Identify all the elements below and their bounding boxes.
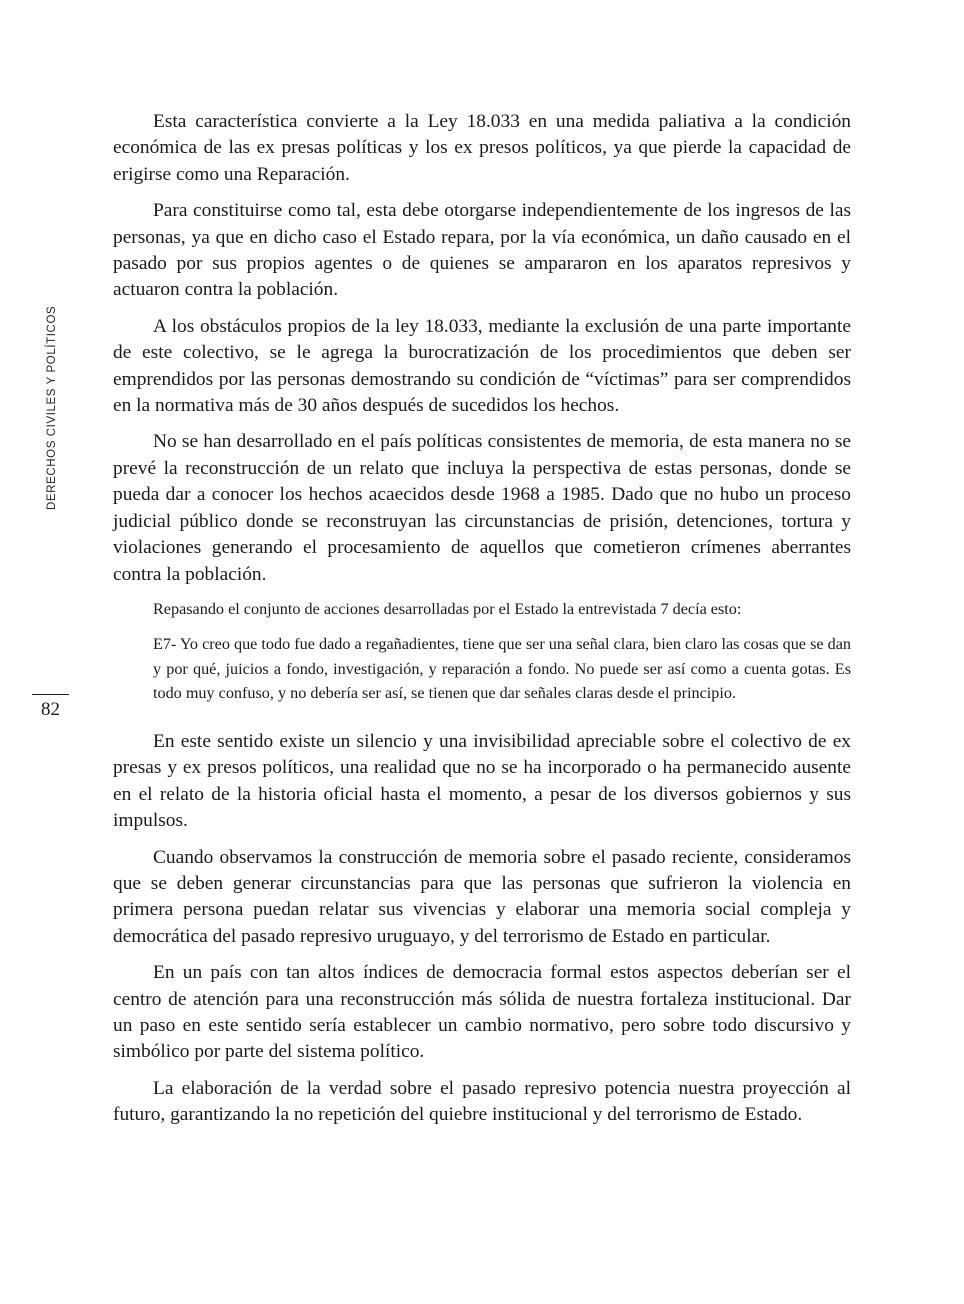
body-text bbox=[113, 109, 851, 1139]
paragraph: No se han desarrollado en el país políticas consistentes de memoria, de esta manera no se prevé la reconstrucción de un relato que incluya la perspectiva de estas personas, donde se pueda dar a conocer los hechos acaecidos desde 1968 a 1985. Dado que no hubo un proceso judicial público donde se reconstruyan las circunstancias de prisión, detenciones, tortura y violaciones generando el procesamiento de aquellos que cometieron crímenes aberrantes contra la población. bbox=[113, 431, 851, 585]
paragraph: A los obstáculos propios de la ley 18.033, mediante la exclusión de una parte importante de este colectivo, se le agrega la burocratización de los procedimientos que deben ser emprendidos por las personas demostrando su condición de “víctimas” para ser comprendidos en la normativa más de 30 años después de sucedidos los hechos. bbox=[113, 315, 851, 417]
running-header-vertical: DERECHOS CIVILES Y POLÍTICOS bbox=[46, 305, 58, 510]
page-number-rule bbox=[32, 694, 69, 695]
quote-intro: Repasando el conjunto de acciones desarrolladas por el Estado la entrevistada 7 decía esto: bbox=[153, 599, 742, 618]
paragraph: La elaboración de la verdad sobre el pasado represivo potencia nuestra proyección al futuro, garantizando la no repetición del quiebre institucional y del terrorismo de Estado. bbox=[113, 1077, 851, 1126]
paragraph: Para constituirse como tal, esta debe otorgarse independientemente de los ingresos de las personas, ya que en dicho caso el Estado repara, por la vía económica, un daño causado en el pasado por sus propios agentes o de quienes se ampararon en los aparatos represivos y actuaron contra la población. bbox=[113, 200, 851, 301]
paragraph: En un país con tan altos índices de democracia formal estos aspectos deberían ser el centro de atención para una reconstrucción más sólida de nuestra fortaleza institucional. Dar un paso en este sentido sería establecer un cambio normativo, pero sobre todo discursivo y simbólico por parte del sistema político. bbox=[113, 962, 851, 1063]
paragraph: En este sentido existe un silencio y una invisibilidad apreciable sobre el colectivo de ex presas y ex presos políticos, una realidad que no se ha incorporado o ha permanecido ausente en el relato de la historia oficial hasta el momento, a pesar de los diversos gobiernos y sus impulsos. bbox=[113, 730, 851, 832]
page-number: 82 bbox=[41, 699, 60, 720]
interview-quote: E7- Yo creo que todo fue dado a regañadientes, tiene que ser una señal clara, bien claro las cosas que se dan y por qué, juicios a fondo, investigación, y reparación a fondo. No puede ser así como a cuenta gotas. Es todo muy confuso, y no debería ser así, se tienen que dar señales claras desde el principio. bbox=[153, 635, 851, 702]
paragraph: Esta característica convierte a la Ley 18.033 en una medida paliativa a la condición económica de las ex presas políticas y los ex presos políticos, ya que pierde la capacidad de erigirse como una Reparación. bbox=[113, 111, 851, 185]
paragraph: Cuando observamos la construcción de memoria sobre el pasado reciente, consideramos que se deben generar circunstancias para que las personas que sufrieron la violencia en primera persona puedan relatar sus vivencias y elaborar una memoria social compleja y democrática del pasado represivo uruguayo, y del terrorismo de Estado en particular. bbox=[113, 846, 851, 947]
